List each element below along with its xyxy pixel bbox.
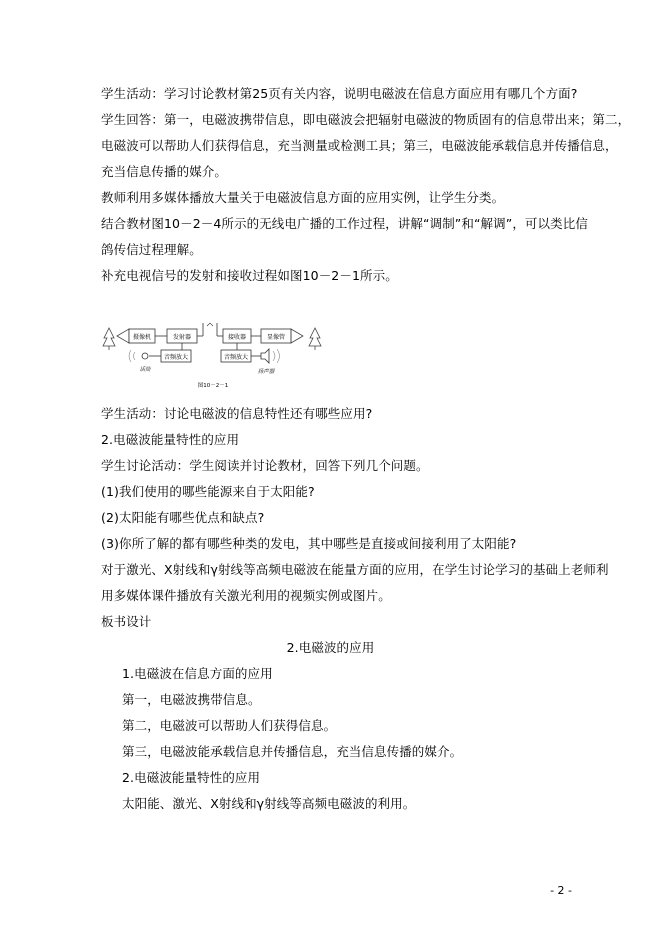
- receiver-label: 接收器: [227, 334, 247, 341]
- paragraph-line: 对于激光、X射线和γ射线等高频电磁波在能量方面的应用，在学生讨论学习的基础上老师利: [101, 562, 609, 577]
- board-line: 1.电磁波在信息方面的应用: [122, 666, 273, 681]
- paragraph-line: 结合教材图10－2－4所示的无线电广播的工作过程，讲解“调制”和“解调”，可以类比信: [101, 216, 588, 231]
- transmitter-label: 发射器: [172, 334, 192, 341]
- paragraph-line: 学生活动：学习讨论教材第25页有关内容，说明电磁波在信息方面应用有哪几个方面?: [101, 86, 578, 101]
- camera-label: 摄像机: [132, 334, 152, 341]
- question-line: (2)太阳能有哪些优点和缺点?: [101, 510, 265, 525]
- paragraph-line: 充当信息传播的媒介。: [101, 164, 228, 179]
- section-heading: 板书设计: [101, 614, 152, 629]
- question-line: (1)我们使用的哪些能源来自于太阳能?: [101, 484, 315, 499]
- tv-signal-diagram-svg: [101, 316, 325, 392]
- sound-wave-icon: [129, 350, 135, 362]
- audio-amp-left-label: 音频放大: [163, 354, 189, 361]
- board-title: 2.电磁波的应用: [286, 640, 375, 655]
- lens-icon: [117, 329, 129, 343]
- tree-icon: [309, 328, 321, 350]
- audio-amp-right-label: 音频放大: [223, 354, 249, 361]
- tree-icon: [103, 328, 115, 350]
- microphone-icon: [142, 353, 148, 359]
- paragraph-line: 学生讨论活动：学生阅读并讨论教材，回答下列几个问题。: [101, 458, 429, 473]
- board-line: 第三，电磁波能承载信息并传播信息，充当信息传播的媒介。: [122, 744, 463, 759]
- paragraph-line: 用多媒体课件播放有关激光利用的视频实例或图片。: [101, 588, 391, 603]
- speaker-icon: [261, 349, 269, 363]
- board-line: 第一，电磁波携带信息。: [122, 692, 261, 707]
- board-line: 第二，电磁波可以帮助人们获得信息。: [122, 718, 337, 733]
- paragraph-line: 学生回答：第一，电磁波携带信息，即电磁波会把辐射电磁波的物质固有的信息带出来；第二，: [101, 112, 631, 127]
- picture-tube-label: 显像管: [266, 334, 286, 341]
- figure-caption: 图10－2－1: [197, 383, 229, 389]
- tv-signal-diagram: [101, 316, 325, 392]
- paragraph-line: 电磁波可以帮助人们获得信息，充当测量或检测工具；第三，电磁波能承载信息并传播信息，: [101, 138, 618, 153]
- sound-wave-icon: [273, 349, 280, 363]
- board-line: 太阳能、激光、X射线和γ射线等高频电磁波的利用。: [122, 796, 416, 811]
- paragraph-line: 教师利用多媒体播放大量关于电磁波信息方面的应用实例，让学生分类。: [101, 190, 505, 205]
- screen-icon: [291, 329, 303, 343]
- paragraph-line: 补充电视信号的发射和接收过程如图10－2－1所示。: [101, 268, 398, 283]
- section-heading: 2.电磁波能量特性的应用: [101, 432, 240, 447]
- question-line: (3)你所了解的都有哪些种类的发电，其中哪些是直接或间接利用了太阳能?: [101, 536, 517, 551]
- paragraph-line: 鸽传信过程理解。: [101, 242, 202, 257]
- microphone-label: 话筒: [139, 367, 151, 373]
- page-number: - 2 -: [550, 884, 572, 897]
- speaker-label: 扬声器: [257, 369, 275, 375]
- paragraph-line: 学生活动：讨论电磁波的信息特性还有哪些应用?: [101, 406, 373, 421]
- board-line: 2.电磁波能量特性的应用: [122, 770, 261, 785]
